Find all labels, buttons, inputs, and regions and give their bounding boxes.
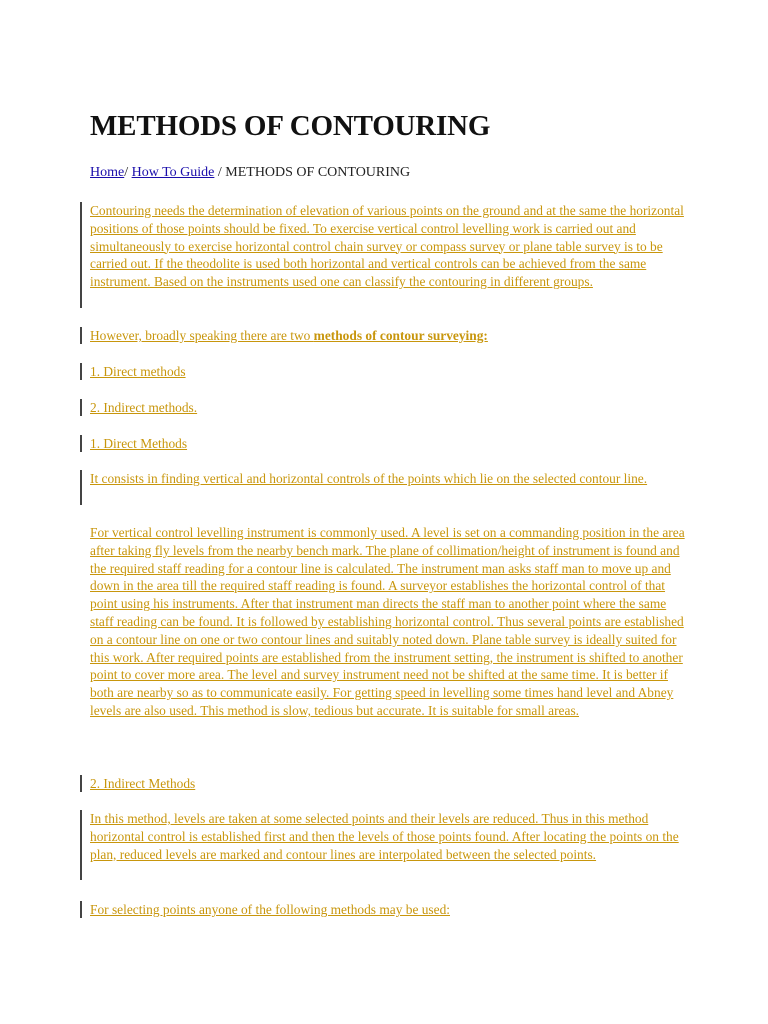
heading-indirect-methods: 2. Indirect Methods [90,776,196,791]
methods-intro-paragraph [90,327,686,345]
quote-bar [80,327,82,344]
direct-methods-paragraph-2: For vertical control levelling instrument is commonly used. A level is set on a commanding position in the area after taking fly levels from the nearby bench mark. The plane of collimation/height of instrument is found and the required staff reading for a contour line is calculated. The instrument man asks staff man to move up and down in the area till the required staff reading is found. A surveyor establishes the horizontal control of that point using his instruments. After that instrument man directs the staff man to another point where the same staff reading can be found. It is followed by establishing horizontal control. Thus several points are established on a contour line on one or two contour lines and suitably noted down. Plane table survey is ideally suited for this work. After required points are established from the instrument setting, the instrument is shifted to another point to cover more area. The level and survey instrument need not be shifted at the same time. It is better if both are nearby so as to communicate easily. For getting speed in levelling some times hand level and Abney levels are also used. This method is slow, tedious but accurate. It is suitable for small areas. [90,525,685,718]
breadcrumb-home-link[interactable]: Home [90,165,125,180]
breadcrumb-separator: / [124,165,132,180]
list-item-direct: 1. Direct methods [90,364,186,379]
intro-paragraph: Contouring needs the determination of elevation of various points on the ground and at the same the horizontal positions of those points should be fixed. To exercise vertical control levelling work is carried out and simultaneously to exercise horizontal control chain survey or compass survey or plane table survey is to be carried out. If the theodolite is used both horizontal and vertical controls can be achieved from the same instrument. Based on the instruments used one can classify the contouring in different groups. [90,203,684,290]
methods-intro-text: However, broadly speaking there are two [90,328,314,343]
quote-bar [80,435,82,452]
quote-bar [80,470,82,505]
direct-methods-paragraph-1: It consists in finding vertical and horizontal controls of the points which lie on the selected contour line. [90,471,648,486]
quote-bar [80,810,82,880]
selecting-points-paragraph: For selecting points anyone of the following methods may be used: [90,902,450,917]
quote-bar [80,363,82,380]
breadcrumb-guide-link[interactable]: How To Guide [131,165,215,180]
quote-bar [80,901,82,918]
breadcrumb [90,165,410,181]
heading-direct-methods: 1. Direct Methods [90,436,188,451]
quote-bar [80,399,82,416]
list-item-indirect: 2. Indirect methods. [90,400,198,415]
quote-bar [80,775,82,792]
page-title: METHODS OF CONTOURING [90,110,491,142]
quote-bar [80,202,82,308]
indirect-methods-paragraph: In this method, levels are taken at some selected points and their levels are reduced. Thus in this method horizontal control is established first and then the levels of those points found. After locating the points on the plan, reduced levels are marked and contour lines are interpolated between the selected points. [90,811,679,862]
breadcrumb-current: METHODS OF CONTOURING [225,165,411,180]
methods-intro-bold: methods of contour surveying: [313,328,488,343]
breadcrumb-separator: / [214,165,226,180]
